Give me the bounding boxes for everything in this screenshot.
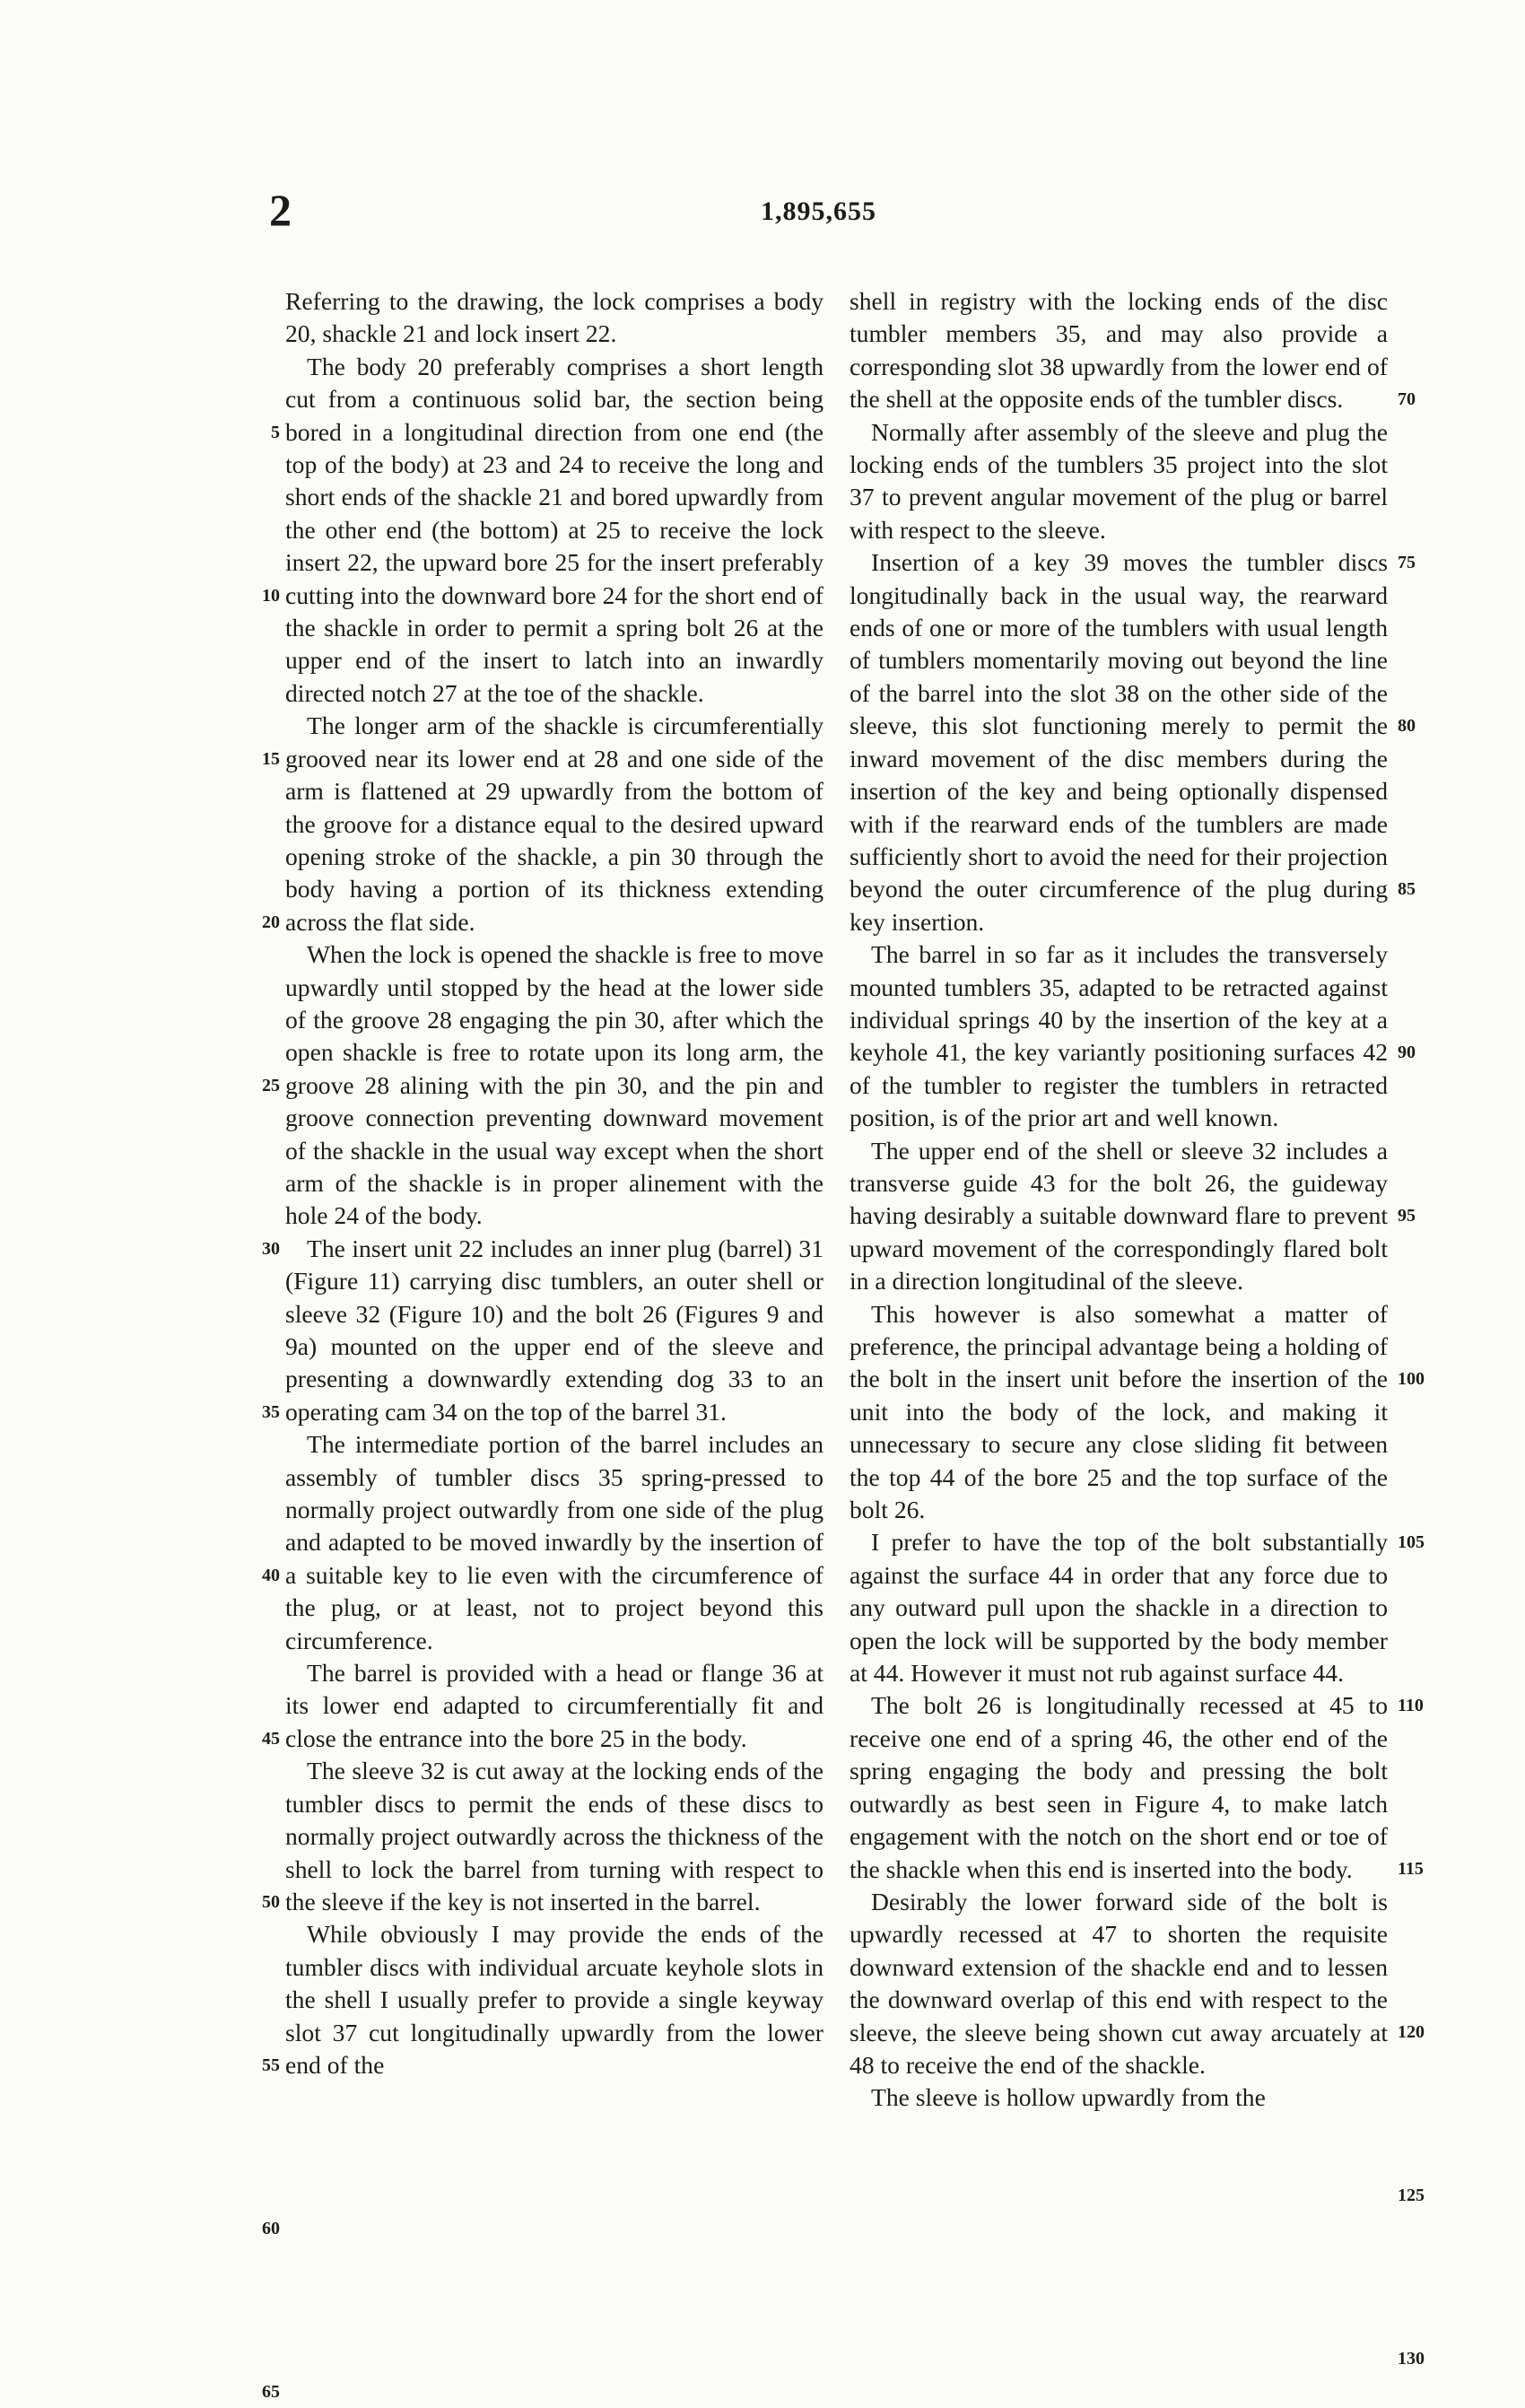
paragraph: The intermediate portion of the barrel includes an assembly of tumbler discs 35 spring-pressed to normally project outwardly from one side of the plug and adapted to be moved inwardly by the insertion of a suitable key to lie even with the circumference of the plug, or at least, not to project beyond this circumference. [285, 1430, 824, 1654]
paragraph: While obviously I may provide the ends of the tumbler discs with individual arcuate keyhole slots in the shell I usually prefer to provide a single keyway slot 37 cut longitudinally upwardly from the lower end of the [285, 1920, 824, 2079]
line-number: 105 [1398, 1532, 1425, 1553]
line-number: 60 [262, 2218, 280, 2238]
line-number: 90 [1398, 1043, 1416, 1063]
patent-number: 1,895,655 [761, 196, 876, 226]
line-number: 50 [262, 1891, 280, 1912]
line-number: 35 [262, 1401, 280, 1422]
page-number: 2 [269, 185, 292, 235]
paragraph: When the lock is opened the shackle is free to move upwardly until stopped by the head at the lower side of the groove 28 engaging the pin 30, after which the open shackle is free to rotate upon its long arm, the groove 28 alining with the pin 30, and the pin and groove connection preventing downward movement of the shackle in the usual way except when the short arm of the shackle is in proper alinement with the hole 24 of the body. [285, 940, 824, 1230]
line-number: 5 [271, 422, 280, 442]
line-number: 130 [1398, 2349, 1425, 2369]
line-number: 85 [1398, 879, 1416, 900]
line-number: 20 [262, 912, 280, 932]
paragraph: The barrel in so far as it includes the transversely mounted tumblers 35, adapted to be retracted against individual springs 40 by the insertion of the key at a keyhole 41, the key variantly positioning surfaces 42 of the tumbler to register the tumblers in retracted position, is of the prior art and well known. [850, 940, 1388, 1132]
line-number: 55 [262, 2055, 280, 2075]
line-number: 40 [262, 1565, 280, 1585]
paragraph: Desirably the lower forward side of the bolt is upwardly recessed at 47 to shorten the requisite downward extension of the shackle end and to lessen the downward overlap of this end with respect to the sleeve, the sleeve being shown cut away arcuately at 48 to receive the end of the shackle. [850, 1887, 1388, 2079]
paragraph: The longer arm of the shackle is circumferentially grooved near its lower end at 28 and one side of the arm is flattened at 29 upwardly from the bottom of the groove for a distance equal to the desired upward opening stroke of the shackle, a pin 30 through the body having a portion of its thickness extending across the flat side. [285, 711, 824, 936]
line-number: 110 [1398, 1696, 1424, 1716]
line-number: 80 [1398, 716, 1416, 737]
line-number: 95 [1398, 1206, 1416, 1226]
line-number: 30 [262, 1238, 280, 1259]
line-number: 75 [1398, 553, 1416, 573]
line-number: 25 [262, 1075, 280, 1095]
paragraph: Referring to the drawing, the lock comprises a body 20, shackle 21 and lock insert 22. [285, 287, 824, 348]
paragraph: The bolt 26 is longitudinally recessed at 45 to receive one end of a spring 46, the other end of the spring engaging the body and pressing the bolt outwardly as best seen in Figure 4, to make latch engagement with the notch on the short end or toe of the shackle when this end is inserted into the body. [850, 1691, 1388, 1883]
paragraph: The sleeve is hollow upwardly from the [871, 2083, 1266, 2112]
paragraph: I prefer to have the top of the bolt substantially against the surface 44 in order that any force due to any outward pull upon the shackle in a direction to open the lock will be supported by the body member at 44. However it must not rub against surface 44. [850, 1528, 1388, 1688]
paragraph: The body 20 preferably comprises a short length cut from a continuous solid bar, the section being bored in a longitudinal direction from one end (the top of the body) at 23 and 24 to receive the long and short ends of the shackle 21 and bored upwardly from the other end (the bottom) at 25 to receive the lock insert 22, the upward bore 25 for the insert preferably cutting into the downward bore 24 for the short end of the shackle in order to permit a spring bolt 26 at the upper end of the insert to latch into an inwardly directed notch 27 at the toe of the shackle. [285, 352, 824, 707]
paragraph: The upper end of the shell or sleeve 32 includes a transverse guide 43 for the bolt 26, the guideway having desirably a suitable downward flare to prevent upward movement of the correspondingly flared bolt in a direction longitudinal of the sleeve. [850, 1136, 1388, 1296]
line-number: 100 [1398, 1369, 1425, 1390]
line-number: 70 [1398, 389, 1416, 410]
line-number: 120 [1398, 2022, 1425, 2043]
line-number: 115 [1398, 1859, 1424, 1880]
line-number: 45 [262, 1728, 280, 1749]
paragraph: Insertion of a key 39 moves the tumbler discs longitudinally back in the usual way, the rearward ends of one or more of the tumblers with usual length of tumblers momentarily moving out beyond the line of the barrel into the slot 38 on the other side of the sleeve, this slot functioning merely to permit the inward movement of the disc members during the insertion of the key and being optionally dispensed with if the rearward ends of the tumblers are made sufficiently short to avoid the need for their projection beyond the outer circumference of the plug during key insertion. [850, 548, 1388, 936]
right-column [850, 285, 1388, 2115]
line-number: 10 [262, 585, 280, 606]
paragraph: The sleeve 32 is cut away at the locking ends of the tumbler discs to permit the ends of these discs to normally project outwardly across the thickness of the shell to lock the barrel from turning with respect to the sleeve if the key is not inserted in the barrel. [285, 1757, 824, 1915]
line-number: 65 [262, 2381, 280, 2402]
paragraph: The insert unit 22 includes an inner plug (barrel) 31 (Figure 11) carrying disc tumblers, an outer shell or sleeve 32 (Figure 10) and the bolt 26 (Figures 9 and 9a) mounted on the upper end of the sleeve and presenting a downwardly extending dog 33 to an operating cam 34 on the top of the barrel 31. [285, 1234, 824, 1426]
line-number: 125 [1398, 2186, 1425, 2206]
line-number: 15 [262, 748, 280, 769]
paragraph: This however is also somewhat a matter of preference, the principal advantage being a holding of the bolt in the insert unit before the insertion of the unit into the body of the lock, and making it unnecessary to secure any close sliding fit between the top 44 of the bore 25 and the top surface of the bolt 26. [850, 1299, 1388, 1524]
left-column [285, 285, 824, 2081]
paragraph: shell in registry with the locking ends of the disc tumbler members 35, and may also provide a corresponding slot 38 upwardly from the lower end of the shell at the opposite ends of the tumbler discs. [850, 287, 1388, 414]
paragraph: The barrel is provided with a head or flange 36 at its lower end adapted to circumferentially fit and close the entrance into the bore 25 in the body. [285, 1659, 824, 1752]
paragraph: Normally after assembly of the sleeve and plug the locking ends of the tumblers 35 project into the slot 37 to prevent angular movement of the plug or barrel with respect to the sleeve. [850, 417, 1388, 544]
